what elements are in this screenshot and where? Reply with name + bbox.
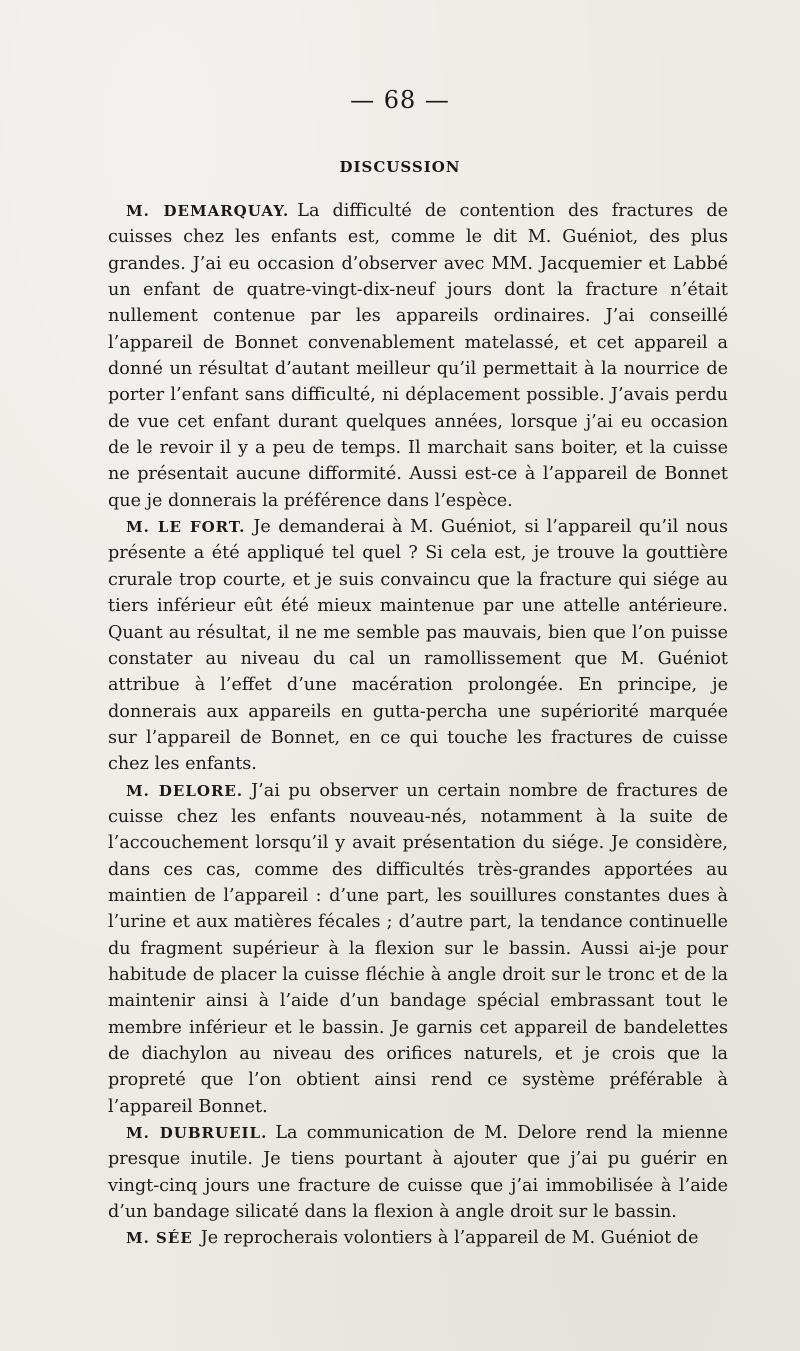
paragraph-demarquay (108, 198, 728, 514)
speaker-name: M. LE FORT. (126, 518, 246, 537)
page-number: — 68 — (350, 86, 450, 114)
paragraph-le-fort (108, 514, 728, 777)
paragraph-text: La difficulté de contention des fractures de cuisses chez les enfants est, comme le dit M. Guéniot, des plus grandes. J’ai eu occasion d’observer avec MM. Jacquemier et Labbé un enfant de quatre-vingt-dix-neuf jours dont la fracture n’était nullement contenue par les appareils ordinaires. J’ai conseillé l’appareil de Bonnet convenablement matelassé, et cet appareil a donné un résultat d’autant meilleur qu’il permettait à la nourrice de porter l’enfant sans difficulté, ni déplacement possible. J’avais perdu de vue cet enfant durant quelques années, lorsque j’ai eu occasion de le revoir il y a peu de temps. Il marchait sans boiter, et la cuisse ne présentait aucune difformité. Aussi est-ce à l’appareil de Bonnet que je donnerais la préférence dans l’espèce. (108, 201, 728, 511)
speaker-name: M. DELORE. (126, 781, 244, 800)
speaker-name: M. DEMARQUAY. (126, 202, 290, 220)
speaker-name: M. DUBRUEIL. (126, 1124, 268, 1143)
paragraph-text: Je demanderai à M. Guéniot, si l’appareil qu’il nous présente a été appliqué tel quel ? Si cela est, je trouve la gouttière crurale trop courte, et je suis convaincu que la fracture qui siége au tiers inférieur eût été mieux maintenue par une attelle antérieure. Quant au résultat, il ne me semble pas mauvais, bien que l’on puisse constater au niveau du cal un ramollissement que M. Guéniot attribue à l’effet d’une macération prolongée. En principe, je donnerais aux appareils en gutta-percha une supériorité marquée sur l’appareil de Bonnet, en ce qui touche les fractures de cuisse chez les enfants. (108, 517, 728, 775)
paragraph-dubrueil (108, 1120, 728, 1225)
paragraph-text: Je reprocherais volontiers à l’appareil de M. Guéniot de (200, 1228, 699, 1249)
paragraph-delore (108, 778, 728, 1120)
section-title: DISCUSSION (339, 158, 461, 176)
speaker-name: M. SÉE (126, 1229, 193, 1248)
discussion-body (108, 198, 728, 1252)
paragraph-text: La communication de M. Delore rend la mienne presque inutile. Je tiens pourtant à ajouter que j’ai pu guérir en vingt-cinq jours une fracture de cuisse que j’ai immobilisée à l’aide d’un bandage silicaté dans la flexion à angle droit sur le bassin. (108, 1123, 728, 1223)
paragraph-see (108, 1225, 728, 1251)
paragraph-text: J’ai pu observer un certain nombre de fractures de cuisse chez les enfants nouveau-nés, notamment à la suite de l’accouchement lorsqu’il y avait présentation du siége. Je considère, dans ces cas, comme des difficultés très-grandes apportées au maintien de l’appareil : d’une part, les souillures constantes dues à l’urine et aux matières fécales ; d’autre part, la tendance continuelle du fragment supérieur à la flexion sur le bassin. Aussi ai-je pour habitude de placer la cuisse fléchie à angle droit sur le tronc et de la maintenir ainsi à l’aide d’un bandage spécial embrassant tout le membre inférieur et le bassin. Je garnis cet appareil de bandelettes de diachylon au niveau des orifices naturels, et je crois que la propreté que l’on obtient ainsi rend ce système préférable à l’appareil Bonnet. (108, 780, 728, 1117)
